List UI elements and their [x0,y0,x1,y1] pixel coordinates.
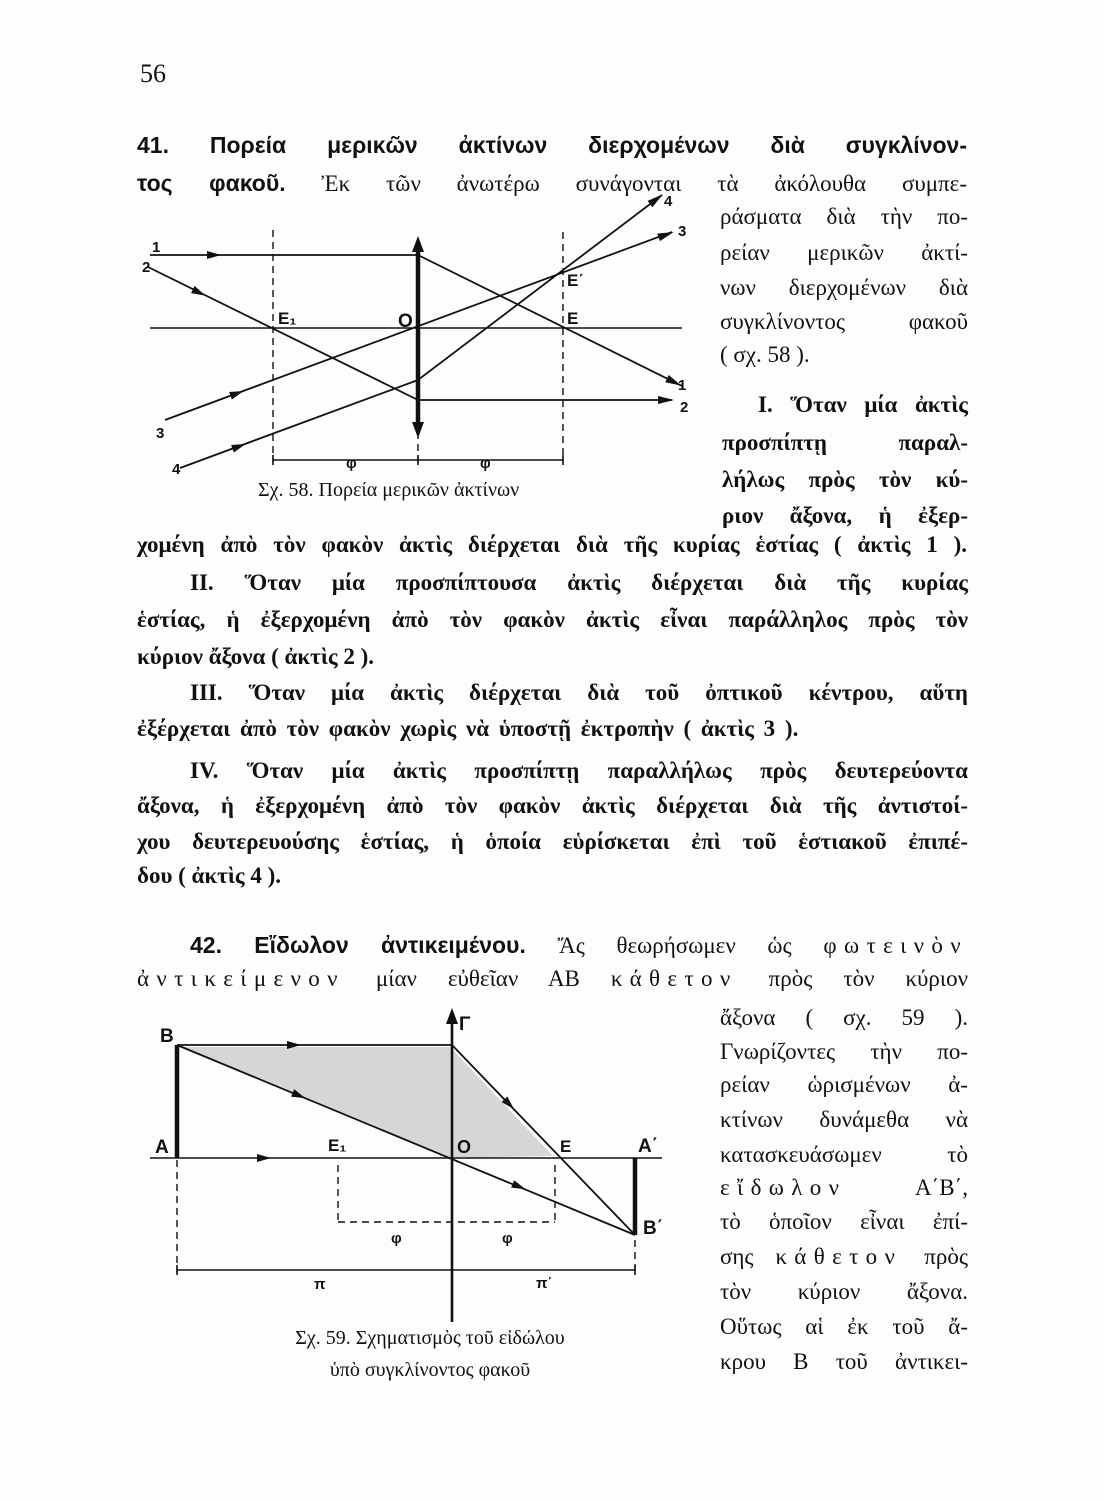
fig58-ray-arrow [657,228,675,241]
rule1-full-line: χομένη ἀπὸ τὸν φακὸν ἀκτὶς διέρχεται διὰ τῆς κυρίας ἑστίας ( ἀκτὶς 1 ). [137,532,967,557]
fig58-caption: Σχ. 58. Πορεία μερικῶν ἀκτίνων [258,479,520,501]
sec42-side-line: κατασκευάσωμεν τὸ [720,1142,968,1167]
fig59-lens-arrow-top [446,1008,458,1024]
fig58-ray-label-left: 1 [152,239,161,256]
sec42-line-1-text: Ἄς θεωρήσωμεν ὡς [525,933,824,958]
fig59-label-Gamma: Γ [459,1014,471,1035]
sec42-side-line: Γνωρίζοντες τὴν πο- [720,1039,968,1064]
fig58-ray-label-left: 3 [156,425,165,442]
sec41-heading-line-1: 41. Πορεία μερικῶν ἀκτίνων διερχομένων διὰ συγκλίνον- [137,132,967,158]
sec42-perp-text: σης [720,1244,776,1269]
rule4-line: χου δευτερευούσης ἑστίας, ἡ ὁποία εὑρίσκεται ἐπὶ τοῦ ἑστιακοῦ ἐπιπέ- [137,829,968,854]
sec41-side-line: ράσματα διὰ τὴν πο- [720,204,968,229]
sec42-side-line: ἄξονα ( σχ. 59 ). [720,1005,968,1030]
sec42-side-line: κτίνων δυνάμεθα νὰ [720,1107,968,1132]
fig58-focal-mark: φ [346,455,357,472]
fig58-focus-left-label: Ε₁ [278,309,297,328]
fig58-ray-arrow [191,286,207,299]
fig59-label-phi: φ [391,1230,402,1247]
rule3-line: III. Ὅταν μία ἀκτὶς διέρχεται διὰ τοῦ ὀπτικοῦ κέντρου, αὕτη [190,680,968,705]
sec42-side-line: Οὕτως αἱ ἐκ τοῦ ἄ- [720,1314,968,1339]
fig58-ray-label-left: 2 [142,259,151,276]
fig58-ray-label-left: 4 [172,461,181,478]
sec42-spaced-word: ἀντικείμενον [137,966,345,991]
rule4-line: ἄξονα, ἡ ἐξερχομένη ἀπὸ τὸν φακὸν ἀκτὶς διέρχεται διὰ τῆς ἀντιστοί- [137,793,968,818]
sec42-spaced-word: εἴδωλον [720,1175,847,1200]
fig58-lens-arrow-top [412,236,424,252]
rule1-side-line: λήλως πρὸς τὸν κύ- [722,467,968,492]
fig59-diagram [150,1008,663,1322]
fig59-label-pi: π [314,1276,326,1293]
sec42-side-line: τὸν κύριον ἄξονα. [720,1279,968,1304]
fig59-caption-line-2: ὑπὸ συγκλίνοντος φακοῦ [329,1359,531,1381]
sec42-image-label-text: Α΄Β΄, [846,1175,968,1200]
sec42-perp-text: πρὸς [902,1244,968,1269]
page-number: 56 [140,59,166,88]
fig59-ray-arrow [511,1180,527,1193]
fig59-label-O: Ο [457,1137,472,1157]
sec41-side-line: ( σχ. 58 ). [720,342,810,367]
rule2-line: κύριον ἄξονα ( ἀκτὶς 2 ). [137,644,374,669]
rule4-line: δου ( ἀκτὶς 4 ). [137,863,281,888]
fig58-ray-2-incident [148,267,418,400]
sec42-line-2-text: πρὸς τὸν κύριον [737,966,969,991]
sec41-heading-line-2: τος φακοῦ. [137,170,286,196]
fig58-diagram [142,191,688,478]
sec42-side-line: τὸ ὁποῖον εἶναι ἐπί- [720,1209,968,1234]
sec42-line-2-text: μίαν εὐθεῖαν ΑΒ [344,966,611,991]
fig59-label-pi-prime: π΄ [536,1275,553,1292]
rule1-side-line: ριον ἄξονα, ἡ ἐξερ- [722,503,968,528]
fig58-ray-1-emergent [418,255,682,386]
fig58-focus-right-label: Ε [567,309,579,328]
sec42-side-line: ρείαν ὡρισμένων ἀ- [720,1072,968,1097]
sec41-side-line: συγκλίνοντος φακοῦ [720,309,968,334]
fig58-ray-arrow [658,396,674,404]
rule2-line: ἑστίας, ἡ ἐξερχομένη ἀπὸ τὸν φακὸν ἀκτὶς εἶναι παράλληλος πρὸς τὸν [137,607,968,632]
fig59-label-phi: φ [502,1230,513,1247]
fig59-label-B-prime: Β΄ [643,1218,664,1239]
sec42-spaced-word: κάθετον [775,1244,903,1269]
fig58-ray-label-right: 3 [678,223,687,240]
fig59-label-A: Α [155,1137,169,1158]
rule1-side-line: προσπίπτῃ παραλ- [722,430,968,455]
sec42-spaced-word: κάθετον [610,966,738,991]
fig58-center-label: Ο [398,311,413,332]
sec41-side-line: νων διερχομένων διὰ [720,275,968,300]
sec42-spaced-word: φωτεινὸν [823,933,969,958]
sec42-heading: 42. Εἴδωλον ἀντικειμένου. [190,932,526,958]
fig58-ray-arrow [231,440,247,452]
fig59-label-E: Ε [560,1137,572,1156]
fig58-secondary-focus-label: Ε΄ [567,271,584,290]
fig58-ray-arrow [229,387,245,399]
fig59-light-cone-shading [179,1047,553,1158]
fig58-ray-label-right: 2 [680,399,689,416]
rule3-line: ἐξέρχεται ἀπὸ τὸν φακὸν χωρὶς νὰ ὑποστῇ ἐκτροπὴν ( ἀκτὶς 3 ). [137,716,799,741]
rule1-side-line: I. Ὅταν μία ἀκτὶς [758,392,968,417]
fig59-caption-line-1: Σχ. 59. Σχηματισμὸς τοῦ εἰδώλου [295,1327,565,1349]
fig58-ray-label-right: 1 [678,377,687,394]
fig59-label-A-prime: Α΄ [638,1136,659,1157]
fig59-ray-arrow [257,1154,271,1162]
fig59-label-E1: Ε₁ [328,1136,347,1155]
sec42-side-line: κρου Β τοῦ ἀντικει- [720,1349,968,1374]
fig59-label-B: Β [160,1026,174,1047]
sec41-line-2-text: Ἐκ τῶν ἀνωτέρω συνάγονται τὰ ἀκόλουθα συμπε- [285,171,967,196]
fig58-focal-mark: φ [480,455,491,472]
rule4-line: IV. Ὅταν μία ἀκτὶς προσπίπτῃ παραλλήλως πρὸς δευτερεύοντα [190,758,968,783]
fig58-ray-arrow [207,251,221,259]
sec41-side-line: ρείαν μερικῶν ἀκτί- [720,240,968,265]
fig58-ray-label-right: 4 [664,193,673,210]
rule2-line: II. Ὅταν μία προσπίπτουσα ἀκτὶς διέρχεται διὰ τῆς κυρίας [190,570,968,595]
